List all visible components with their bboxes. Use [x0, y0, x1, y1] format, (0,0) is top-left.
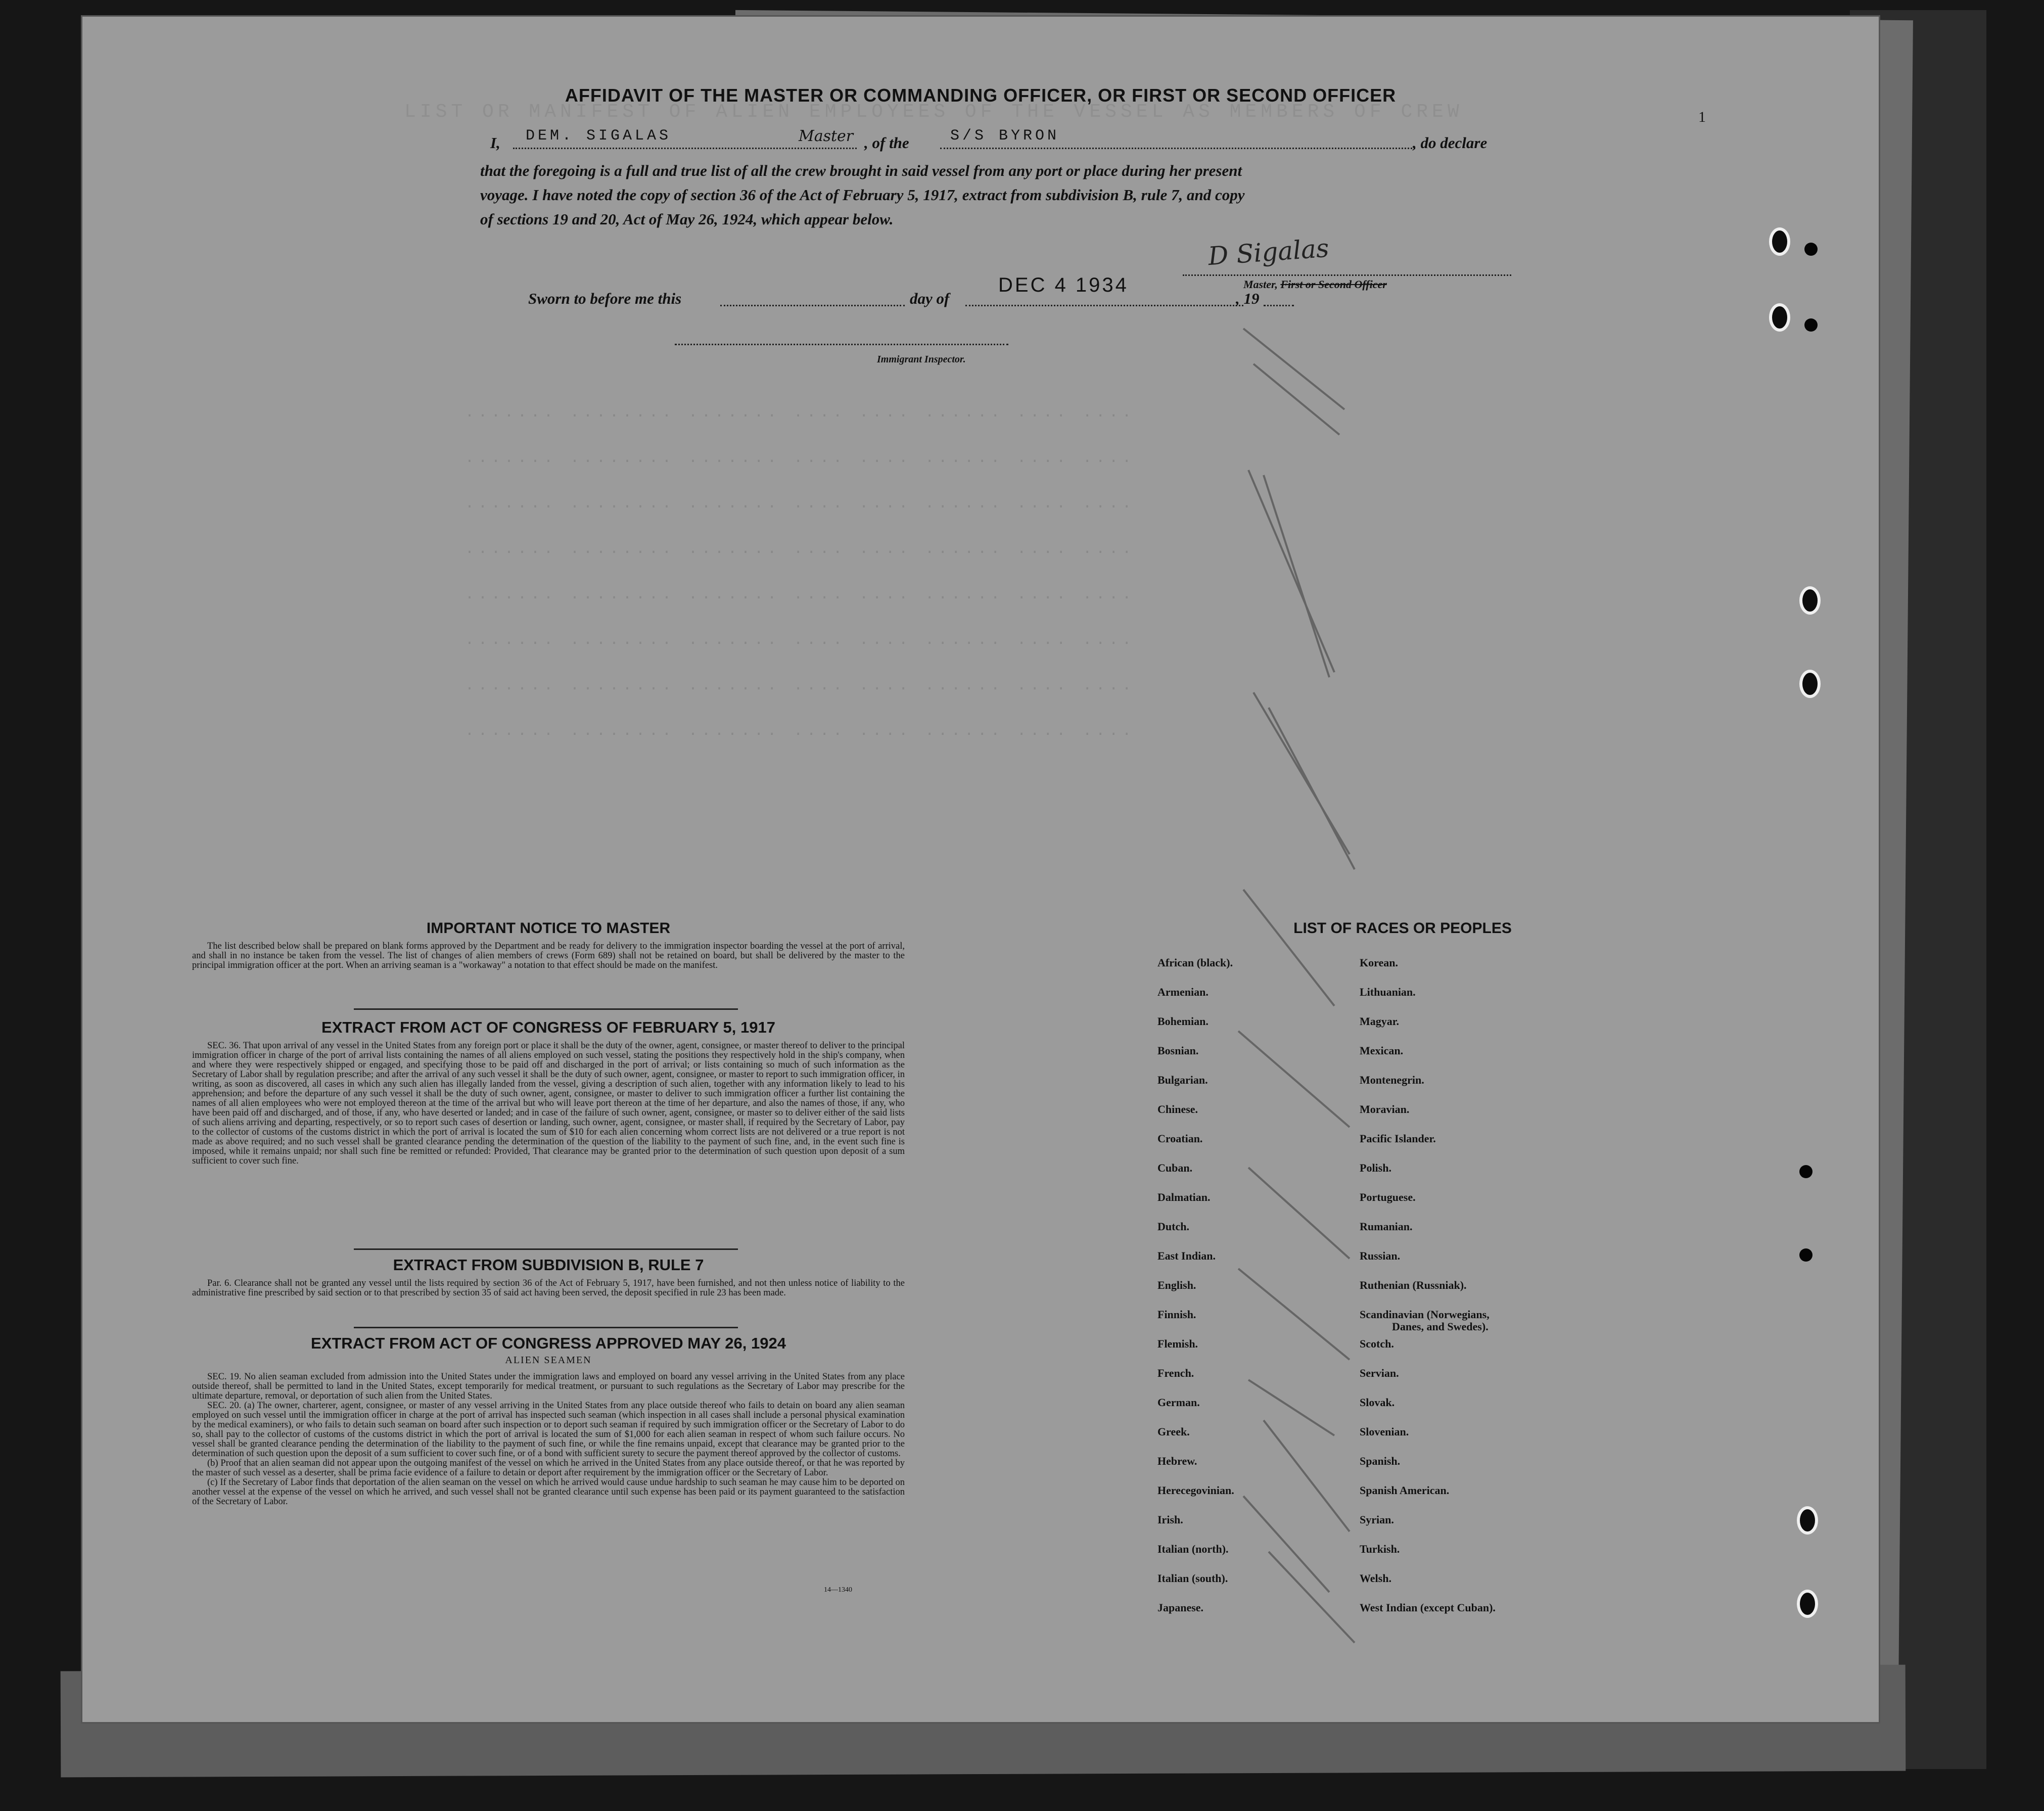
race-item-continuation: Danes, and Swedes).	[1392, 1320, 1489, 1333]
signature-line	[1183, 274, 1511, 276]
extract-1917-title: EXTRACT FROM ACT OF CONGRESS OF FEBRUARY 5, 1917	[321, 1018, 775, 1036]
form-number: 14—1340	[824, 1586, 852, 1594]
bleed-through-text: ....... ........ ....... .... .... ...... .... ....	[465, 723, 1136, 740]
affidavit-line-4: of sections 19 and 20, Act of May 26, 1924, which appear below.	[480, 210, 894, 228]
do-declare-label: , do declare	[1413, 134, 1488, 152]
bleed-through-text: LIST OR MANIFEST OF ALIEN EMPLOYEES OF THE VESSEL AS MEMBERS OF CREW	[404, 101, 1463, 123]
race-item: English.	[1157, 1279, 1196, 1291]
bleed-through-text: ....... ........ ....... .... .... ...... .... ....	[465, 586, 1136, 603]
master-name: DEM. SIGALAS	[526, 127, 672, 145]
master-signature: D Sigalas	[1207, 233, 1330, 271]
sec-20c-paragraph: (c) If the Secretary of Labor finds that deportation of the alien seaman on the vessel on which he arrived would cause undue hardship to such seaman he may cause him to be deported on another vessel at the expense of the vessel on which he arrived, and such vessel shall not be granted clearance until such expense has been paid or its payment guaranteed to the satisfaction of the Secretary of Labor.	[192, 1477, 905, 1507]
of-the-label: , of the	[864, 134, 909, 152]
manifest-page	[81, 15, 1880, 1724]
notice-paragraph: The list described below shall be prepared on blank forms approved by the Department and be ready for delivery to the immigration inspector boarding the vessel at the port of arrival, and shall in no instance be taken from the vessel. The list of changes of alien members of crews (Form 689) shall not be retained on board, but shall be delivered by the master to the principal immigration officer at the port. When an arriving seaman is a "workaway" a notation to that effect should be made on the manifest.	[192, 941, 905, 970]
year-line	[1264, 305, 1294, 306]
vessel-line	[940, 148, 1415, 149]
race-item: German.	[1157, 1396, 1200, 1409]
par-6-paragraph: Par. 6. Clearance shall not be granted any vessel until the lists required by section 36 of the Act of February 5, 1917, have been furnished, and not then unless notice of liability to the administrative fine prescribed by said section or to that prescribed by section 35 of said act having been served, the deposit specified in rule 23 has been made.	[192, 1278, 905, 1298]
divider	[354, 1327, 738, 1328]
bleed-through-text: ....... ........ ....... .... .... ...... .... ....	[465, 541, 1136, 558]
day-of-label: day of	[910, 290, 950, 307]
binder-hole	[1799, 586, 1821, 615]
race-item: Croatian.	[1157, 1132, 1203, 1145]
rule-7-text	[192, 1279, 905, 1298]
vessel-name: S/S BYRON	[950, 127, 1060, 145]
binder-hole	[1799, 1248, 1813, 1262]
binder-hole	[1804, 318, 1818, 332]
extract-1924-text	[192, 1372, 905, 1507]
race-item-text: Scandinavian (Norwegians,	[1360, 1308, 1490, 1321]
race-item: Cuban.	[1157, 1162, 1193, 1174]
race-item: Servian.	[1360, 1367, 1399, 1379]
race-item: Bosnian.	[1157, 1044, 1199, 1057]
race-item: Spanish.	[1360, 1455, 1401, 1467]
notice-title: IMPORTANT NOTICE TO MASTER	[426, 920, 671, 937]
binder-hole	[1769, 227, 1790, 256]
race-item: Hebrew.	[1157, 1455, 1197, 1467]
affidavit-line-3: voyage. I have noted the copy of section 36 of the Act of February 5, 1917, extract from subdivision B, rule 7, and copy	[480, 186, 1245, 204]
race-item: Bulgarian.	[1157, 1074, 1208, 1086]
race-item: Scotch.	[1360, 1337, 1394, 1350]
race-item: Flemish.	[1157, 1337, 1198, 1350]
race-item: Polish.	[1360, 1162, 1391, 1174]
race-item: Italian (south).	[1157, 1572, 1228, 1585]
race-item-scandinavian	[1360, 1308, 1496, 1337]
race-item: Pacific Islander.	[1360, 1132, 1436, 1145]
race-item: West Indian (except Cuban).	[1360, 1601, 1496, 1614]
affidavit-title: AFFIDAVIT OF THE MASTER OR COMMANDING OFFICER, OR FIRST OR SECOND OFFICER	[565, 85, 1397, 106]
sworn-month-line	[965, 305, 1243, 306]
race-item: Italian (north).	[1157, 1543, 1229, 1555]
race-item: Korean.	[1360, 956, 1398, 969]
race-item: Bohemian.	[1157, 1015, 1209, 1028]
race-item: Dalmatian.	[1157, 1191, 1211, 1203]
race-item: Herecegovinian.	[1157, 1484, 1234, 1497]
binder-hole	[1797, 1590, 1818, 1618]
bleed-through-text: ....... ........ ....... .... .... ...... .... ....	[465, 495, 1136, 513]
race-item: Rumanian.	[1360, 1220, 1413, 1233]
race-item: Greek.	[1157, 1425, 1190, 1438]
notice-text	[192, 942, 905, 970]
affidavit-line-2: that the foregoing is a full and true list of all the crew brought in said vessel from any port or place during her present	[480, 162, 1242, 179]
race-item: Montenegrin.	[1360, 1074, 1424, 1086]
race-item: Finnish.	[1157, 1308, 1196, 1321]
races-title: LIST OF RACES OR PEOPLES	[1293, 920, 1512, 937]
year-prefix: , 19	[1236, 290, 1260, 307]
sworn-day-line	[720, 305, 905, 306]
extract-1917-text	[192, 1041, 905, 1166]
binder-hole	[1797, 1506, 1818, 1535]
sworn-label: Sworn to before me this	[528, 290, 682, 307]
race-item: Welsh.	[1360, 1572, 1391, 1585]
race-item: East Indian.	[1157, 1249, 1216, 1262]
binder-hole	[1799, 670, 1821, 698]
name-line	[513, 148, 857, 149]
race-item: Russian.	[1360, 1249, 1401, 1262]
race-item: Magyar.	[1360, 1015, 1400, 1028]
inspector-line	[675, 344, 1008, 345]
race-item: Armenian.	[1157, 986, 1209, 998]
signature-caption-struck: First or Second Officer	[1280, 278, 1387, 291]
race-item: Moravian.	[1360, 1103, 1410, 1116]
race-item: Ruthenian (Russniak).	[1360, 1279, 1467, 1291]
races-right-column	[1360, 956, 1496, 1631]
sec-19-paragraph: SEC. 19. No alien seaman excluded from admission into the United States under the immigration laws and employed on board any vessel arriving in the United States from any place outside thereof, shall be permitted to land in the United States, except temporarily for medical treatment, or pursuant to such regulations as the Secretary of Labor may prescribe for the ultimate departure, removal, or deportation of such alien from the United States.	[192, 1372, 905, 1401]
sec-20a-paragraph: SEC. 20. (a) The owner, charterer, agent, consignee, or master of any vessel arriving in the United States from any place outside thereof who fails to detain on board any alien seaman employed on such vessel until the immigration officer in charge at the port of arrival has inspected such seaman (which inspection in all cases shall include a personal physical examination by the medical examiners), or who fails to detain such seaman on board after such inspection or to deport such seaman if required by such immigration officer or the Secretary of Labor to do so, shall pay to the collector of customs of the customs district in which the port of arrival is located the sum of $1,000 for each alien seaman in respect of whom such failure occurs. No vessel shall be granted clearance pending the determination of the liability to the payment of such fine, or while the fine remains unpaid, except that clearance may be granted prior to the determination of such question upon the deposit of a sum sufficient to cover such fine, or of a bond with sufficient surety to secure the payment thereof approved by the collector of customs.	[192, 1401, 905, 1459]
signature-caption	[1243, 278, 1387, 291]
race-item: Turkish.	[1360, 1543, 1400, 1555]
race-item: Dutch.	[1157, 1220, 1189, 1233]
bleed-through-text: ....... ........ ....... .... .... ...... .... ....	[465, 450, 1136, 467]
race-item: Spanish American.	[1360, 1484, 1450, 1497]
race-item: Chinese.	[1157, 1103, 1198, 1116]
race-item: Syrian.	[1360, 1513, 1394, 1526]
race-item: French.	[1157, 1367, 1194, 1379]
extract-1924-title: EXTRACT FROM ACT OF CONGRESS APPROVED MAY 26, 1924	[311, 1334, 786, 1352]
date-stamp: DEC 4 1934	[998, 274, 1129, 296]
bleed-through-text: ....... ........ ....... .... .... ...... .... ....	[465, 677, 1136, 694]
race-item: Slovak.	[1360, 1396, 1395, 1409]
race-item: Slovenian.	[1360, 1425, 1409, 1438]
races-left-column	[1157, 956, 1234, 1631]
race-item: African (black).	[1157, 956, 1233, 969]
sec-36-paragraph: SEC. 36. That upon arrival of any vessel in the United States from any foreign port or place it shall be the duty of the owner, agent, consignee, or master thereof to deliver to the principal immigration officer in charge of the port of arrival lists containing the names of all aliens employed on such vessel, stating the positions they respectively hold in the ship's company, when and where they were respectively shipped or engaged, and specifying those to be paid off and discharged in the port of arrival; or lists containing so much of such information as the Secretary of Labor shall by regulation prescribe; and after the arrival of any such vessel it shall be the duty of such owner, agent, consignee, or master to report to such immigration officer, in writing, as soon as discovered, all cases in which any such alien has illegally landed from the vessel, giving a description of such alien, together with any information likely to lead to his apprehension; and before the departure of any such vessel it shall be the duty of such owner, agent, consignee, or master to deliver to such immigration officer a further list containing the names of all alien employees who were not employed thereon at the time of the arrival but who will leave port thereon at the time of her departure, and also the names of those, if any, who have been paid off and discharged, and of those, if any, who have deserted or landed; and in case of the failure of such owner, agent, consignee, or master so to deliver either of the said lists of such aliens arriving and departing, respectively, or so to report such cases of desertion or landing, such owner, agent, consignee, or master shall, if required by the Secretary of Labor, pay to the collector of customs of the customs district in which the port of arrival is located the sum of $10 for each alien concerning whom correct lists are not delivered or a true report is not made as above required; and no such vessel shall be granted clearance pending the determination of the question of the liability to the payment of such fine, and, in the event such fine is imposed, while it remains unpaid; nor shall such fine be remitted or refunded: Provided, That clearance may be granted prior to the determination of such question upon deposit of a sum sufficient to cover such fine.	[192, 1041, 905, 1166]
sec-20b-paragraph: (b) Proof that an alien seaman did not appear upon the outgoing manifest of the vessel on which he arrived in the United States from any place outside thereof, or that he was reported by the master of such vessel as a deserter, shall be prima facie evidence of a failure to detain or deport after requirement by the immigration officer or the Secretary of Labor.	[192, 1458, 905, 1478]
race-item: Irish.	[1157, 1513, 1183, 1526]
divider	[354, 1248, 738, 1250]
binder-hole	[1804, 243, 1818, 256]
master-rank: Master	[799, 127, 854, 145]
bleed-through-text: ....... ........ ....... .... .... ...... .... ....	[465, 404, 1136, 422]
binder-hole	[1799, 1165, 1813, 1178]
signature-caption-master: Master,	[1243, 278, 1281, 291]
race-item: Portuguese.	[1360, 1191, 1416, 1203]
alien-seamen-subtitle: ALIEN SEAMEN	[505, 1355, 592, 1366]
affidavit-i-label: I,	[490, 134, 500, 152]
binder-hole	[1769, 303, 1790, 332]
race-item: Lithuanian.	[1360, 986, 1416, 998]
inspector-caption: Immigrant Inspector.	[877, 354, 966, 365]
race-item: Mexican.	[1360, 1044, 1404, 1057]
race-item: Japanese.	[1157, 1601, 1204, 1614]
divider	[354, 1008, 738, 1010]
page-number: 1	[1698, 109, 1706, 125]
rule-7-title: EXTRACT FROM SUBDIVISION B, RULE 7	[393, 1256, 704, 1274]
bleed-through-text: ....... ........ ....... .... .... ...... .... ....	[465, 632, 1136, 649]
